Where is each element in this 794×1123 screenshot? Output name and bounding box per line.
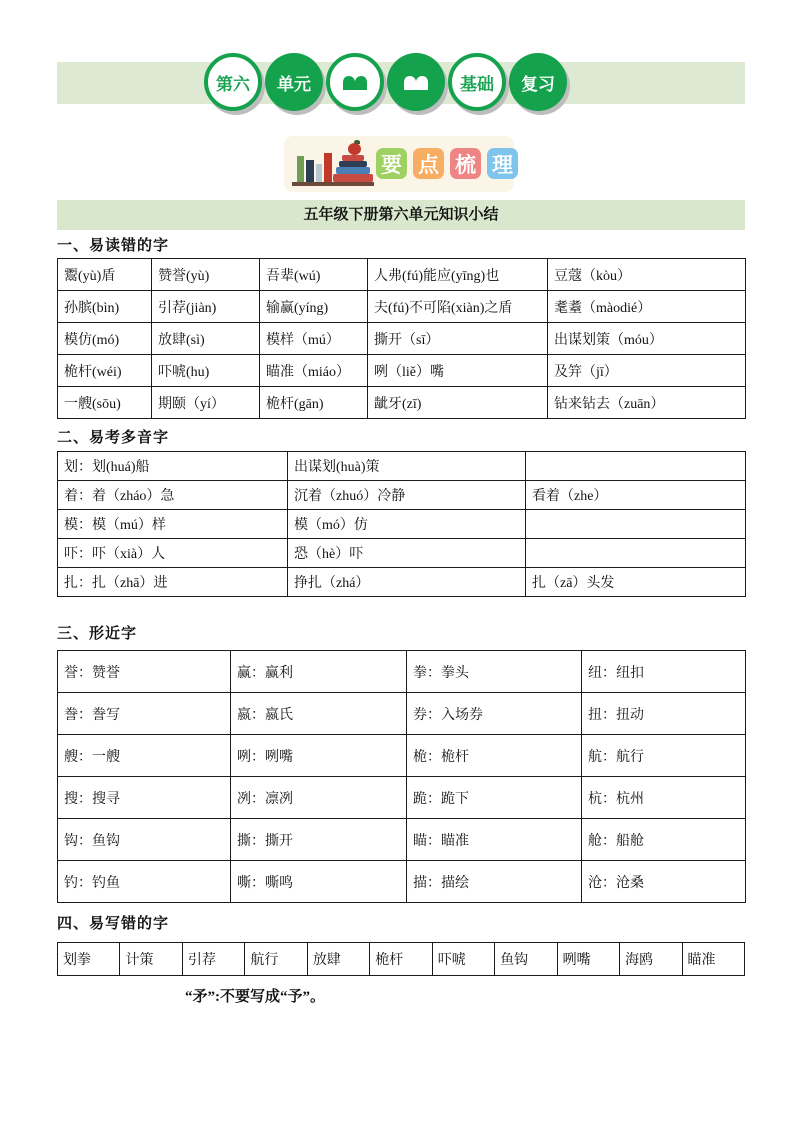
table-cell: 赢：赢利	[231, 651, 407, 693]
table-cell: 桅杆(gān)	[260, 387, 368, 419]
table-cell: 钩：鱼钩	[58, 819, 231, 861]
book-icon	[402, 73, 430, 91]
table-cell: 纽：纽扣	[582, 651, 746, 693]
table-cell: 夫(fú)不可陷(xiàn)之盾	[368, 291, 548, 323]
table-cell: 钻来钻去（zuān）	[548, 387, 746, 419]
table-cell	[526, 510, 746, 539]
books-stack-icon	[290, 140, 380, 188]
table-row	[58, 651, 746, 693]
table-cell: 豆蔻（kòu）	[548, 259, 746, 291]
book-icon	[341, 73, 369, 91]
table-cell: 沉着（zhuó）冷静	[288, 481, 526, 510]
table-row	[58, 387, 746, 419]
table-cell: 出谋划(huà)策	[288, 452, 526, 481]
table-cell: 吓：吓（xià）人	[58, 539, 288, 568]
table-row	[58, 819, 746, 861]
table-cell: 吓唬(hu)	[152, 355, 260, 387]
badge-shu: 梳	[450, 148, 481, 179]
table-cell: 赞誉(yù)	[152, 259, 260, 291]
table-cell: 钓：钓鱼	[58, 861, 231, 903]
table-cell: 海鸥	[620, 943, 682, 976]
table-cell: 瞄准（miáo）	[260, 355, 368, 387]
table-cell: 描：描绘	[407, 861, 582, 903]
polyphonic-characters-table	[57, 451, 746, 597]
table-cell: 模（mó）仿	[288, 510, 526, 539]
table-cell: 引荐(jiàn)	[152, 291, 260, 323]
table-cell: 鬻(yù)盾	[58, 259, 152, 291]
section-heading-2: 二、易考多音字	[57, 430, 170, 446]
table-cell: 撕：撕开	[231, 819, 407, 861]
unit-badge-danyuan	[265, 53, 323, 111]
table-cell: 誊：誊写	[58, 693, 231, 735]
table-cell: 输赢(yíng)	[260, 291, 368, 323]
banner-badges	[376, 148, 518, 179]
page-title-bar: 五年级下册第六单元知识小结	[57, 200, 745, 230]
table-cell: 划拳	[58, 943, 120, 976]
table-cell: 着：着（zháo）急	[58, 481, 288, 510]
table-row	[58, 539, 746, 568]
table-row	[58, 323, 746, 355]
table-cell: 誉：赞誉	[58, 651, 231, 693]
table-cell: 搜：搜寻	[58, 777, 231, 819]
table-cell: 模：模（mú）样	[58, 510, 288, 539]
table-cell: 挣扎（zhá）	[288, 568, 526, 597]
unit-badge-label: 第六	[216, 74, 250, 94]
table-cell: 扭：扭动	[582, 693, 746, 735]
table-cell: 拳：拳头	[407, 651, 582, 693]
table-cell: 嘶：嘶鸣	[231, 861, 407, 903]
table-cell: 人弗(fú)能应(yīng)也	[368, 259, 548, 291]
table-cell: 划：划(huá)船	[58, 452, 288, 481]
unit-badge-fuxi	[509, 53, 567, 111]
table-cell: 放肆	[307, 943, 369, 976]
table-cell: 恐（hè）吓	[288, 539, 526, 568]
unit-badge-label: 单元	[277, 74, 311, 94]
table-row	[58, 735, 746, 777]
table-row	[58, 291, 746, 323]
table-cell: 期颐（yí）	[152, 387, 260, 419]
table-cell: 冽：凛冽	[231, 777, 407, 819]
table-cell: 及笄（jī）	[548, 355, 746, 387]
unit-badge-diliu	[204, 53, 262, 111]
table-row	[58, 355, 746, 387]
key-points-banner	[284, 136, 514, 192]
table-cell: 桅杆	[370, 943, 432, 976]
table-cell: 桅：桅杆	[407, 735, 582, 777]
content	[57, 236, 745, 1006]
table-row	[58, 259, 746, 291]
table-cell: 咧嘴	[557, 943, 619, 976]
table-cell: 航行	[245, 943, 307, 976]
table-cell: 跪：跪下	[407, 777, 582, 819]
unit-header-circles	[204, 53, 567, 111]
table-cell: 出谋划策（móu）	[548, 323, 746, 355]
table-cell: 吓唬	[432, 943, 494, 976]
table-cell: 舱：船舱	[582, 819, 746, 861]
table-cell: 吾辈(wú)	[260, 259, 368, 291]
table-cell: 咧：咧嘴	[231, 735, 407, 777]
section-heading-1: 一、易读错的字	[57, 238, 170, 254]
table-cell: 咧（liě）嘴	[368, 355, 548, 387]
table-cell: 撕开（sī）	[368, 323, 548, 355]
table-cell: 龇牙(zī)	[368, 387, 548, 419]
table-cell: 放肆(sì)	[152, 323, 260, 355]
table-cell: 扎：扎（zhā）进	[58, 568, 288, 597]
table-cell: 计策	[120, 943, 182, 976]
table-cell	[526, 539, 746, 568]
table-cell: 模仿(mó)	[58, 323, 152, 355]
section-heading-3: 三、形近字	[57, 626, 138, 642]
unit-badge-jichu	[448, 53, 506, 111]
table-cell: 桅杆(wéi)	[58, 355, 152, 387]
table-cell: 鱼钩	[495, 943, 557, 976]
similar-characters-table	[57, 650, 746, 903]
table-cell: 嬴：嬴氏	[231, 693, 407, 735]
table-row	[58, 452, 746, 481]
table-cell: 耄耋（màodié）	[548, 291, 746, 323]
table-cell: 沧：沧桑	[582, 861, 746, 903]
miswritten-characters-table	[57, 942, 745, 976]
table-row	[58, 568, 746, 597]
table-cell: 瞄准	[682, 943, 744, 976]
table-row	[58, 693, 746, 735]
section-heading-4: 四、易写错的字	[57, 916, 170, 932]
table-cell: 引荐	[182, 943, 244, 976]
unit-badge-deco-1	[326, 53, 384, 111]
table-cell: 孙膑(bìn)	[58, 291, 152, 323]
unit-badge-label: 基础	[460, 74, 494, 94]
unit-badge-label: 复习	[521, 74, 555, 94]
table-cell: 一艘(sōu)	[58, 387, 152, 419]
table-row	[58, 481, 746, 510]
table-cell: 瞄：瞄准	[407, 819, 582, 861]
table-row	[58, 861, 746, 903]
table-cell: 航：航行	[582, 735, 746, 777]
unit-badge-deco-2	[387, 53, 445, 111]
table-cell: 扎（zā）头发	[526, 568, 746, 597]
table-cell: 艘：一艘	[58, 735, 231, 777]
badge-dian: 点	[413, 148, 444, 179]
table-cell: 看着（zhe）	[526, 481, 746, 510]
badge-yao: 要	[376, 148, 407, 179]
table-row	[58, 777, 746, 819]
table-cell: 杭：杭州	[582, 777, 746, 819]
misread-characters-table	[57, 258, 746, 419]
mao-note: “矛”:不要写成“予”。	[185, 989, 325, 1005]
badge-li: 理	[487, 148, 518, 179]
table-row	[58, 943, 745, 976]
table-row	[58, 510, 746, 539]
table-cell: 模样（mú）	[260, 323, 368, 355]
table-cell	[526, 452, 746, 481]
table-cell: 券：入场券	[407, 693, 582, 735]
